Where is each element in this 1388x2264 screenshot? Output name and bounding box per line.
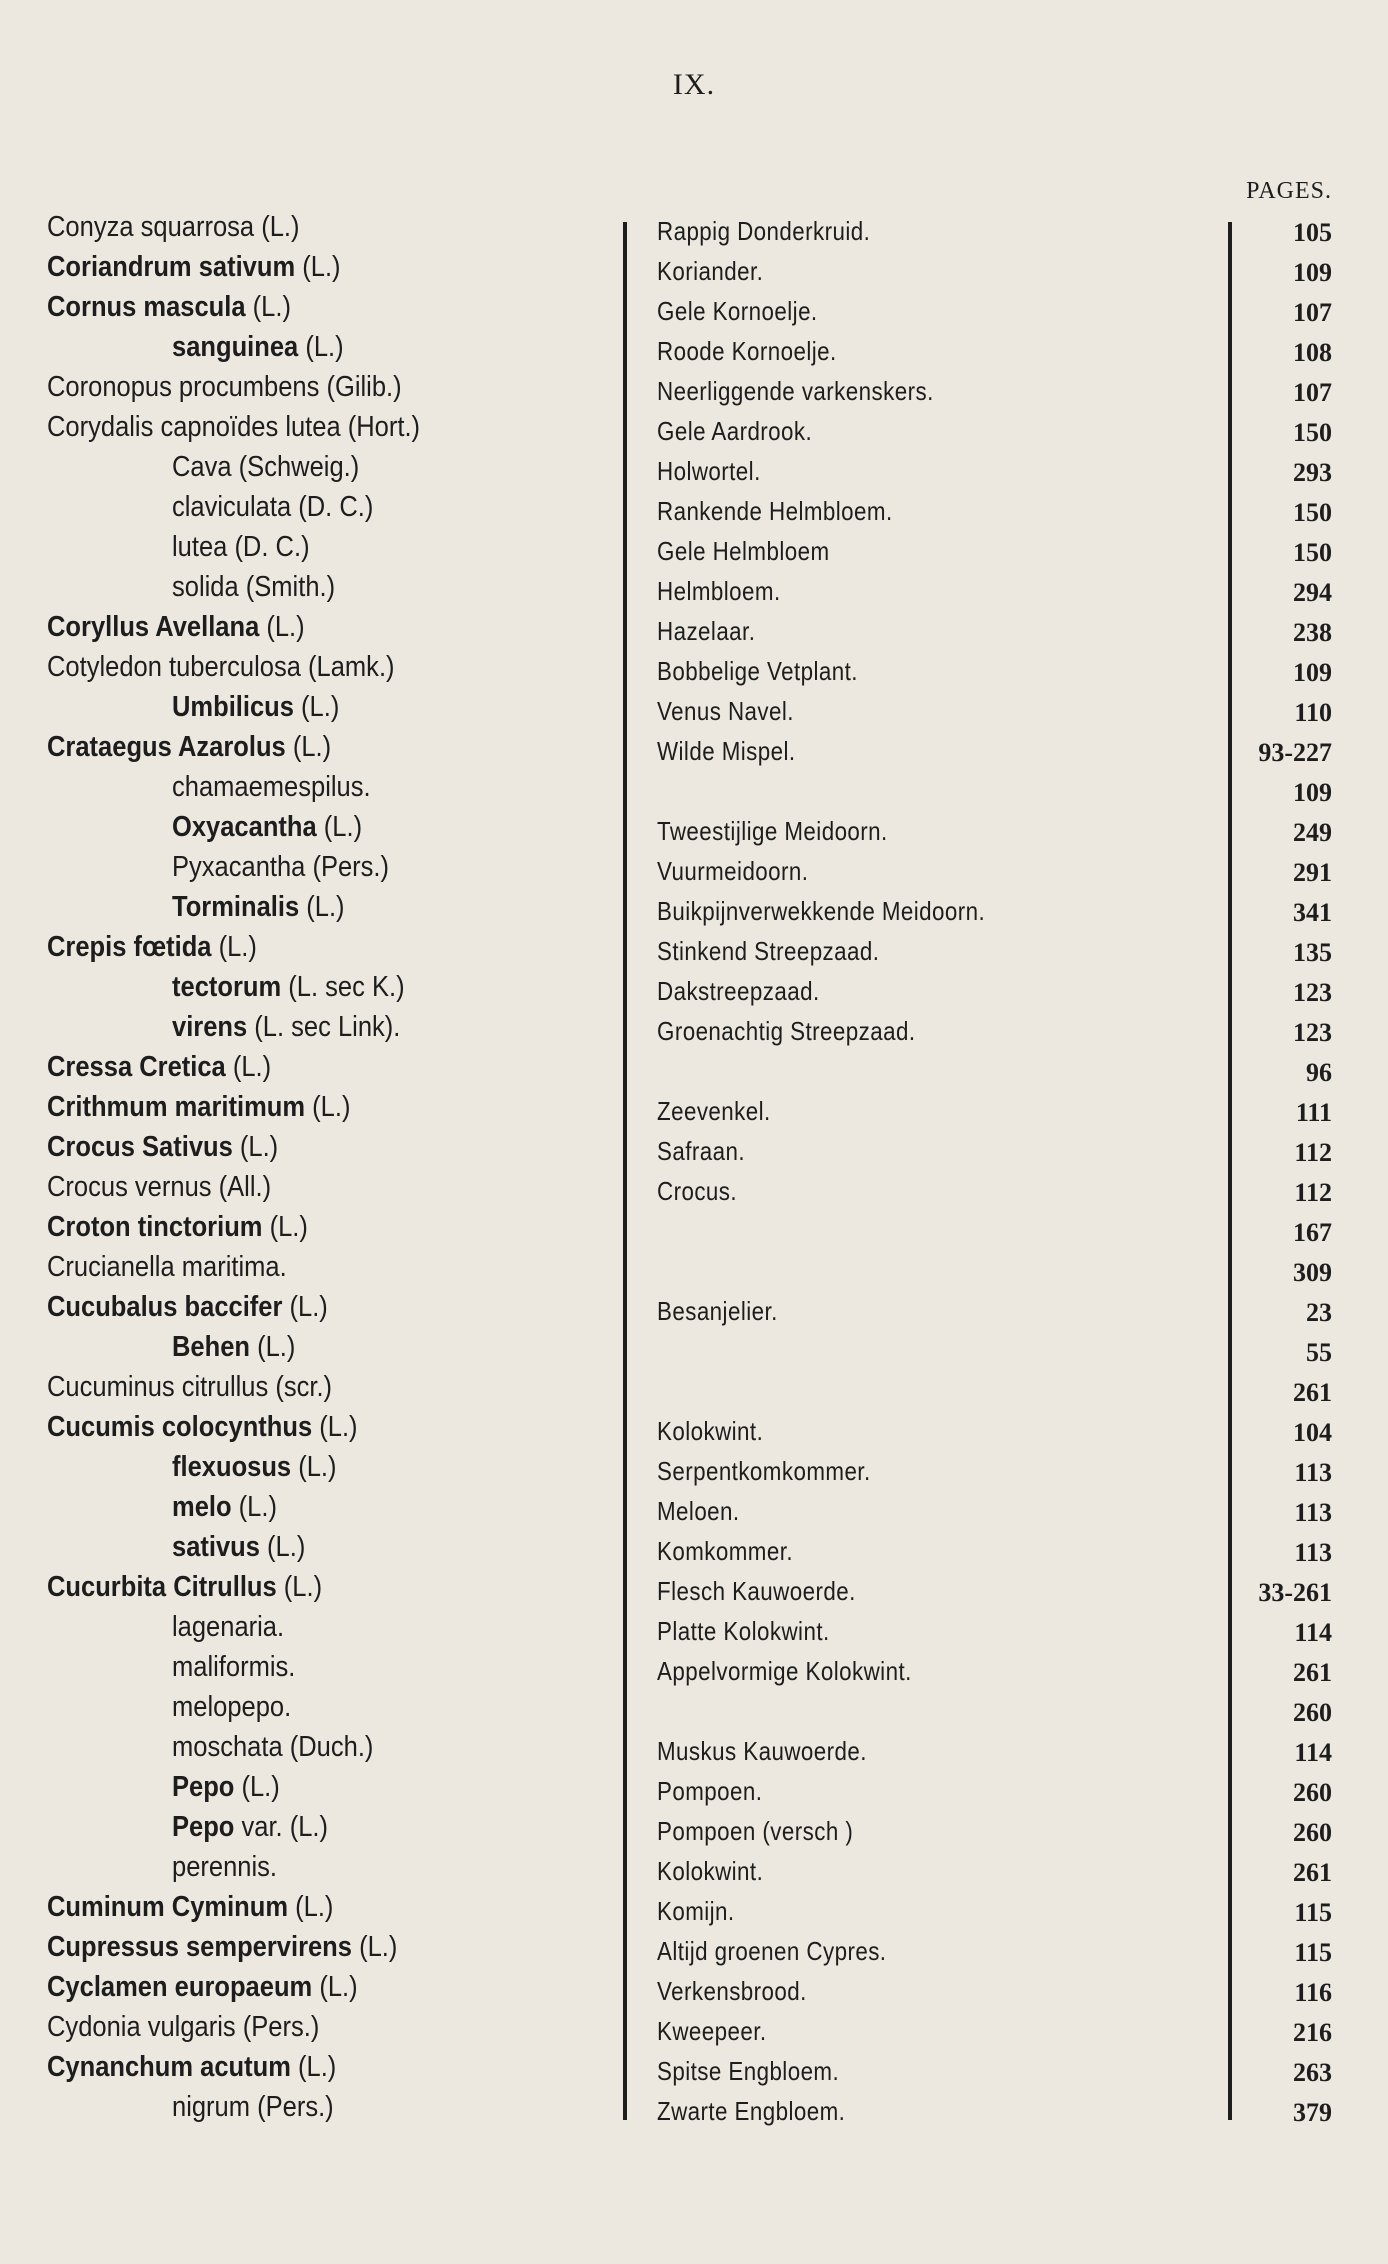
dutch-name: Koriander.: [657, 256, 764, 286]
latin-name: [172, 807, 665, 847]
page-reference: 260: [1293, 1778, 1332, 1807]
latin-name: [47, 1207, 540, 1247]
author-abbrev: (L.): [232, 1051, 272, 1083]
latin-name: [47, 407, 540, 447]
latin-name-text: Croton tinctorium: [47, 1211, 263, 1243]
index-row: [0, 807, 1388, 847]
author-abbrev: (L.): [319, 1411, 358, 1443]
page-reference: 238: [1293, 618, 1332, 647]
latin-name: [47, 1407, 540, 1447]
page-reference: 110: [1294, 698, 1332, 727]
author-abbrev: (L.): [239, 1131, 279, 1163]
latin-name: [172, 1487, 665, 1527]
latin-name-text: Cuminum Cyminum: [47, 1891, 289, 1923]
index-row: [0, 887, 1388, 927]
latin-name: [172, 887, 665, 927]
dutch-name: Vuurmeidoorn.: [657, 856, 809, 886]
latin-name: [172, 1687, 665, 1727]
dutch-name: Gele Helmbloem: [657, 536, 830, 566]
index-row: [0, 1087, 1388, 1127]
dutch-name: Groenachtig Streepzaad.: [657, 1016, 916, 1046]
page-reference: 55: [1306, 1338, 1332, 1367]
latin-name: [172, 1727, 665, 1767]
latin-name-text: Crocus vernus: [47, 1171, 212, 1203]
dutch-name: Crocus.: [657, 1176, 738, 1206]
page-reference: 261: [1293, 1858, 1332, 1887]
author-abbrev: (L.): [252, 291, 291, 323]
latin-name: [47, 367, 540, 407]
index-row: [0, 1887, 1388, 1927]
index-row: [0, 1167, 1388, 1207]
author-abbrev: (L.): [238, 1491, 277, 1523]
index-row: [0, 1687, 1388, 1727]
index-row: [0, 327, 1388, 367]
author-abbrev: (L.): [289, 1291, 328, 1323]
index-row: [0, 1527, 1388, 1567]
author-abbrev: (Hort.): [347, 411, 421, 443]
latin-name-text: tectorum: [172, 971, 282, 1003]
dutch-name: Zeevenkel.: [657, 1096, 771, 1126]
index-row: [0, 207, 1388, 247]
dutch-name: Bobbelige Vetplant.: [657, 656, 858, 686]
latin-name: [172, 1327, 665, 1367]
author-abbrev: (L.): [261, 211, 300, 243]
page-reference: 109: [1293, 778, 1332, 807]
author-abbrev: (L.): [257, 1331, 296, 1363]
latin-name-text: Conyza squarrosa: [47, 211, 255, 243]
latin-name: [172, 1647, 665, 1687]
latin-name-text: Cydonia vulgaris: [47, 2011, 236, 2043]
latin-name: [172, 567, 665, 607]
latin-name-text: flexuosus: [172, 1451, 292, 1483]
author-abbrev: (L.): [283, 1571, 323, 1603]
index-row: [0, 1567, 1388, 1607]
page-reference: 116: [1294, 1978, 1332, 2007]
page-reference: 108: [1293, 338, 1332, 367]
page-reference: 114: [1294, 1618, 1332, 1647]
page-reference: 260: [1293, 1818, 1332, 1847]
dutch-name: Roode Kornoelje.: [657, 336, 837, 366]
index-row: [0, 1007, 1388, 1047]
page-reference: 123: [1293, 1018, 1332, 1047]
latin-name: [47, 1927, 540, 1967]
author-abbrev: (L.): [266, 611, 305, 643]
index-row: [0, 447, 1388, 487]
page-reference: 261: [1293, 1658, 1332, 1687]
latin-name: [47, 1127, 540, 1167]
latin-name-text: moschata: [172, 1731, 283, 1763]
author-abbrev: var. (L.): [241, 1811, 329, 1843]
index-row: [0, 1127, 1388, 1167]
latin-name-text: Torminalis: [172, 891, 300, 923]
index-row: [0, 1647, 1388, 1687]
latin-name-text: Coryllus Avellana: [47, 611, 260, 643]
latin-name: [47, 1087, 540, 1127]
index-row: [0, 1047, 1388, 1087]
index-row: [0, 847, 1388, 887]
author-abbrev: (Smith.): [245, 571, 336, 603]
author-abbrev: (D. C.): [234, 531, 310, 563]
latin-name-text: Crepis fœtida: [47, 931, 212, 963]
index-row: [0, 1327, 1388, 1367]
dutch-name: Gele Kornoelje.: [657, 296, 818, 326]
dutch-name: Holwortel.: [657, 456, 761, 486]
latin-name-text: Behen: [172, 1331, 251, 1363]
latin-name: [47, 1967, 540, 2007]
latin-name: [172, 527, 665, 567]
author-abbrev: (L.): [295, 1891, 334, 1923]
author-abbrev: (L.): [292, 731, 332, 763]
page-reference: 167: [1293, 1218, 1332, 1247]
author-abbrev: (L.): [319, 1971, 358, 2003]
page-reference: 105: [1293, 218, 1332, 247]
page-reference: 109: [1293, 658, 1332, 687]
latin-name: [172, 1767, 665, 1807]
index-row: [0, 367, 1388, 407]
page-reference: 291: [1293, 858, 1332, 887]
dutch-name: Altijd groenen Cypres.: [657, 1936, 887, 1966]
author-abbrev: (Gilib.): [326, 371, 402, 403]
page-reference: 112: [1294, 1178, 1332, 1207]
latin-name: [172, 1007, 665, 1047]
latin-name: [47, 647, 540, 687]
latin-name: [47, 247, 540, 287]
latin-name-text: perennis.: [172, 1851, 277, 1883]
dutch-name: Kolokwint.: [657, 1416, 764, 1446]
index-row: [0, 1367, 1388, 1407]
page-reference: 150: [1293, 418, 1332, 447]
index-row: [0, 1727, 1388, 1767]
index-row: [0, 287, 1388, 327]
latin-name-text: Cotyledon tuberculosa: [47, 651, 301, 683]
latin-name: [172, 447, 665, 487]
author-abbrev: (L.): [305, 331, 344, 363]
latin-name: [47, 2007, 540, 2047]
index-row: [0, 1847, 1388, 1887]
page-reference: 113: [1294, 1458, 1332, 1487]
latin-name-text: claviculata: [172, 491, 292, 523]
dutch-name: Platte Kolokwint.: [657, 1616, 830, 1646]
latin-name: [47, 727, 540, 767]
dutch-name: Komkommer.: [657, 1536, 794, 1566]
index-row: [0, 967, 1388, 1007]
index-row: [0, 1967, 1388, 2007]
author-abbrev: (Pers.): [312, 851, 390, 883]
index-row: [0, 687, 1388, 727]
latin-name-text: Cyclamen europaeum: [47, 1971, 313, 2003]
page-reference: 135: [1293, 938, 1332, 967]
page-reference: 263: [1293, 2058, 1332, 2087]
latin-name-text: maliformis.: [172, 1651, 296, 1683]
latin-name: [47, 1567, 540, 1607]
page-reference: 249: [1293, 818, 1332, 847]
index-row: [0, 927, 1388, 967]
author-abbrev: (L.): [302, 251, 341, 283]
index-row: [0, 2047, 1388, 2087]
author-abbrev: (L.): [241, 1771, 280, 1803]
dutch-name: Venus Navel.: [657, 696, 794, 726]
latin-name-text: solida: [172, 571, 239, 603]
latin-name: [47, 207, 540, 247]
latin-name-text: sativus: [172, 1531, 260, 1563]
latin-name-text: melopepo.: [172, 1691, 292, 1723]
index-row: [0, 727, 1388, 767]
pages-column-header: PAGES.: [1246, 178, 1332, 204]
dutch-name: Pompoen.: [657, 1776, 763, 1806]
dutch-name: Stinkend Streepzaad.: [657, 936, 880, 966]
latin-name-text: Cornus mascula: [47, 291, 246, 323]
latin-name-text: virens: [172, 1011, 248, 1043]
page-reference: 96: [1306, 1058, 1332, 1087]
latin-name-text: Crocus Sativus: [47, 1131, 233, 1163]
latin-name: [172, 327, 665, 367]
index-row: [0, 1447, 1388, 1487]
dutch-name: Wilde Mispel.: [657, 736, 796, 766]
latin-name: [47, 1247, 540, 1287]
page-reference: 33-261: [1258, 1578, 1332, 1607]
page-reference: 294: [1293, 578, 1332, 607]
author-abbrev: (L.): [267, 1531, 306, 1563]
author-abbrev: (L.): [323, 811, 363, 843]
author-abbrev: (L. sec Link).: [254, 1011, 401, 1043]
latin-name: [172, 1607, 665, 1647]
index-row: [0, 1407, 1388, 1447]
author-abbrev: (Duch.): [289, 1731, 374, 1763]
dutch-name: Muskus Kauwoerde.: [657, 1736, 867, 1766]
author-abbrev: (Schweig.): [238, 451, 360, 483]
dutch-name: Buikpijnverwekkende Meidoorn.: [657, 896, 986, 926]
dutch-name: Neerliggende varkenskers.: [657, 376, 934, 406]
author-abbrev: (D. C.): [298, 491, 374, 523]
latin-name: [47, 1887, 540, 1927]
page-reference: 123: [1293, 978, 1332, 1007]
latin-name: [172, 1527, 665, 1567]
dutch-name: Appelvormige Kolokwint.: [657, 1656, 912, 1686]
dutch-name: Helmbloem.: [657, 576, 781, 606]
latin-name-text: Pepo: [172, 1811, 235, 1843]
index-row: [0, 1207, 1388, 1247]
dutch-name: Rankende Helmbloem.: [657, 496, 893, 526]
author-abbrev: (Pers.): [257, 2091, 334, 2123]
page-reference: 115: [1294, 1938, 1332, 1967]
index-row: [0, 1607, 1388, 1647]
index-row: [0, 527, 1388, 567]
index-row: [0, 247, 1388, 287]
latin-name-text: lutea: [172, 531, 228, 563]
page-number: IX.: [672, 68, 716, 101]
dutch-name: Besanjelier.: [657, 1296, 778, 1326]
author-abbrev: (L. sec K.): [288, 971, 405, 1003]
dutch-name: Zwarte Engbloem.: [657, 2096, 846, 2126]
index-row: [0, 1487, 1388, 1527]
index-row: [0, 1807, 1388, 1847]
latin-name-text: Cupressus sempervirens: [47, 1931, 352, 1963]
latin-name-text: Cucubalus baccifer: [47, 1291, 283, 1323]
latin-name-text: Cucumis colocynthus: [47, 1411, 313, 1443]
latin-name-text: Corydalis capnoïdes lutea: [47, 411, 341, 443]
dutch-name: Serpentkomkommer.: [657, 1456, 871, 1486]
author-abbrev: (L.): [298, 1451, 337, 1483]
dutch-name: Komijn.: [657, 1896, 735, 1926]
latin-name-text: Pepo: [172, 1771, 235, 1803]
author-abbrev: (All.): [218, 1171, 272, 1203]
latin-name: [172, 1807, 665, 1847]
latin-name: [47, 927, 540, 967]
dutch-name: Gele Aardrook.: [657, 416, 813, 446]
author-abbrev: (L.): [298, 2051, 337, 2083]
index-row: [0, 647, 1388, 687]
dutch-name: Verkensbrood.: [657, 1976, 807, 2006]
dutch-name: Spitse Engbloem.: [657, 2056, 840, 2086]
latin-name: [172, 967, 665, 1007]
latin-name-text: chamaemespilus.: [172, 771, 371, 803]
author-abbrev: (L.): [301, 691, 340, 723]
page-reference: 114: [1294, 1738, 1332, 1767]
dutch-name: Kweepeer.: [657, 2016, 767, 2046]
latin-name-text: Cucuminus citrullus: [47, 1371, 269, 1403]
latin-name-text: Cava: [172, 451, 232, 483]
latin-name: [47, 1167, 540, 1207]
latin-name-text: lagenaria.: [172, 1611, 285, 1643]
page-reference: 309: [1293, 1258, 1332, 1287]
latin-name: [172, 767, 665, 807]
latin-name-text: melo: [172, 1491, 232, 1523]
index-row: [0, 1767, 1388, 1807]
index-row: [0, 487, 1388, 527]
latin-name-text: Coriandrum sativum: [47, 251, 296, 283]
index-row: [0, 2087, 1388, 2127]
latin-name: [172, 1447, 665, 1487]
page-reference: 216: [1293, 2018, 1332, 2047]
page-reference: 111: [1295, 1098, 1332, 1127]
index-row: [0, 767, 1388, 807]
latin-name-text: nigrum: [172, 2091, 251, 2123]
latin-name-text: Cynanchum acutum: [47, 2051, 291, 2083]
latin-name-text: Crucianella maritima.: [47, 1251, 287, 1283]
author-abbrev: (scr.): [275, 1371, 333, 1403]
page-reference: 379: [1293, 2098, 1332, 2127]
latin-name: [172, 847, 665, 887]
page-reference: 150: [1293, 538, 1332, 567]
index-row: [0, 2007, 1388, 2047]
latin-name: [172, 2087, 665, 2127]
page-reference: 341: [1293, 898, 1332, 927]
author-abbrev: (L.): [306, 891, 345, 923]
dutch-name: Pompoen (versch ): [657, 1816, 854, 1846]
latin-name-text: Pyxacantha: [172, 851, 306, 883]
dutch-name: Kolokwint.: [657, 1856, 764, 1886]
dutch-name: Dakstreepzaad.: [657, 976, 820, 1006]
latin-name-text: Crataegus Azarolus: [47, 731, 286, 763]
author-abbrev: (L.): [312, 1091, 351, 1123]
index-row: [0, 1247, 1388, 1287]
latin-name: [47, 1367, 540, 1407]
latin-name: [172, 687, 665, 727]
dutch-name: Tweestijlige Meidoorn.: [657, 816, 888, 846]
dutch-name: Rappig Donderkruid.: [657, 216, 871, 246]
page-reference: 107: [1293, 298, 1332, 327]
latin-name-text: Crithmum maritimum: [47, 1091, 306, 1123]
page-reference: 107: [1293, 378, 1332, 407]
latin-name: [47, 287, 540, 327]
page-reference: 113: [1294, 1498, 1332, 1527]
page-reference: 293: [1293, 458, 1332, 487]
page-reference: 23: [1306, 1298, 1332, 1327]
page-reference: 113: [1294, 1538, 1332, 1567]
author-abbrev: (Lamk.): [308, 651, 395, 683]
author-abbrev: (L.): [218, 931, 257, 963]
page-reference: 260: [1293, 1698, 1332, 1727]
index-row: [0, 407, 1388, 447]
page-reference: 93-227: [1258, 738, 1332, 767]
index-row: [0, 1287, 1388, 1327]
latin-name: [47, 607, 540, 647]
dutch-name: Hazelaar.: [657, 616, 756, 646]
author-abbrev: (L.): [359, 1931, 398, 1963]
index-row: [0, 567, 1388, 607]
author-abbrev: (Pers.): [242, 2011, 320, 2043]
page-reference: 109: [1293, 258, 1332, 287]
page-reference: 261: [1293, 1378, 1332, 1407]
page-reference: 104: [1293, 1418, 1332, 1447]
index-row: [0, 1927, 1388, 1967]
latin-name-text: Umbilicus: [172, 691, 294, 723]
latin-name: [47, 2047, 540, 2087]
latin-name-text: sanguinea: [172, 331, 299, 363]
page-reference: 150: [1293, 498, 1332, 527]
latin-name-text: Oxyacantha: [172, 811, 317, 843]
latin-name-text: Cucurbita Citrullus: [47, 1571, 277, 1603]
latin-name: [172, 487, 665, 527]
latin-name-text: Cressa Cretica: [47, 1051, 226, 1083]
page-reference: 115: [1294, 1898, 1332, 1927]
latin-name: [172, 1847, 665, 1887]
index-row: [0, 607, 1388, 647]
latin-name: [47, 1287, 540, 1327]
dutch-name: Safraan.: [657, 1136, 745, 1166]
author-abbrev: (L.): [269, 1211, 308, 1243]
dutch-name: Flesch Kauwoerde.: [657, 1576, 856, 1606]
page-reference: 112: [1294, 1138, 1332, 1167]
latin-name-text: Coronopus procumbens: [47, 371, 320, 403]
latin-name: [47, 1047, 540, 1087]
dutch-name: Meloen.: [657, 1496, 740, 1526]
